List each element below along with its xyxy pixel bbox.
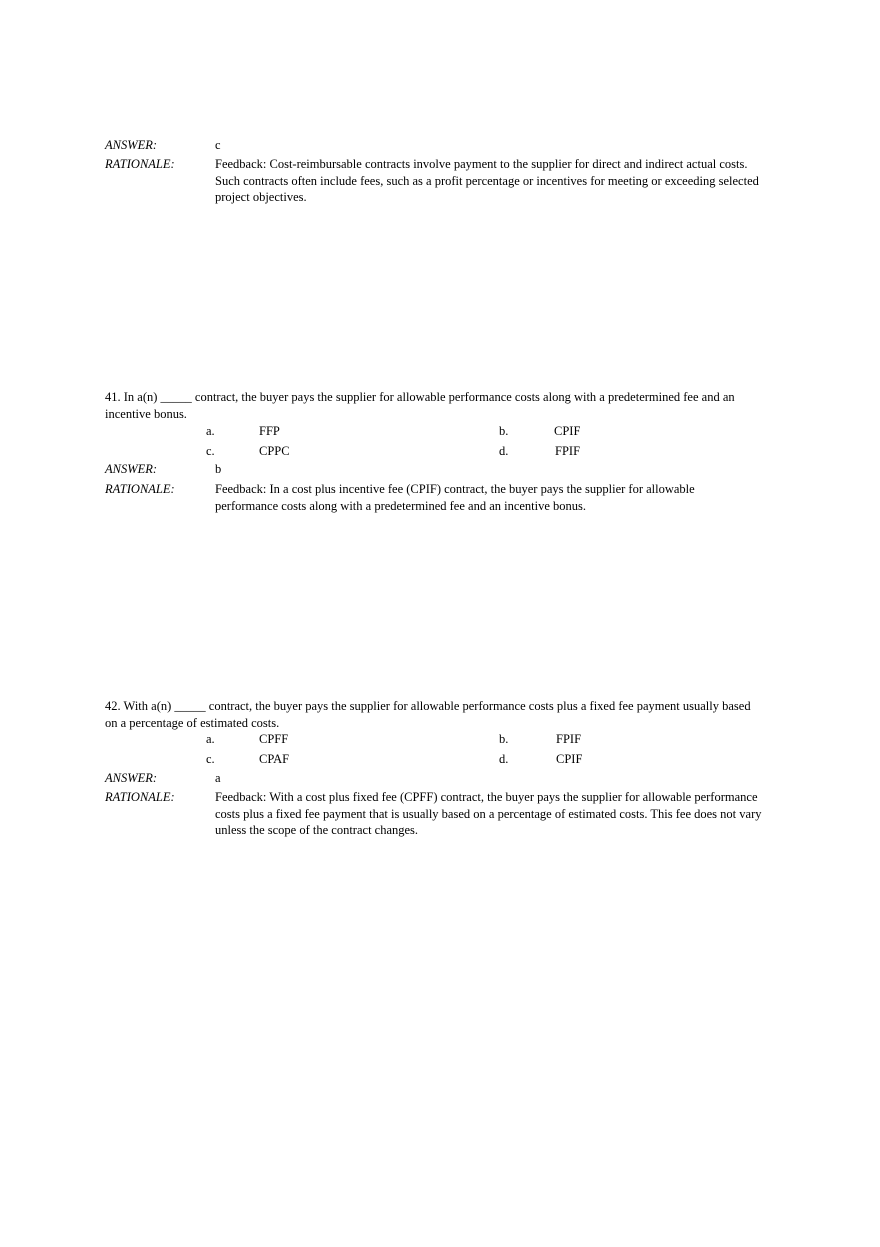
option-text-b: CPIF xyxy=(554,424,581,438)
option-letter-d: d. xyxy=(499,752,509,766)
question-stem: 42. With a(n) _____ contract, the buyer pays the supplier for allowable performance costs plus a fixed fee payment usually based on a percentage of estimated costs. xyxy=(105,699,751,730)
option-text-c: CPAF xyxy=(259,752,290,766)
answer-label: ANSWER: xyxy=(105,771,158,785)
option-text-c: CPPC xyxy=(259,444,290,458)
option-text-b: FPIF xyxy=(556,732,582,746)
option-letter-a: a. xyxy=(206,424,215,438)
rationale-label: RATIONALE: xyxy=(105,790,175,804)
rationale-text: Feedback: In a cost plus incentive fee (CPIF) contract, the buyer pays the supplier for allowable performance costs along with a predetermined fee and an incentive bonus. xyxy=(215,482,695,513)
rationale-text: Feedback: With a cost plus fixed fee (CPFF) contract, the buyer pays the supplier for allowable performance costs plus a fixed fee payment that is usually based on a percentage of estimated costs. This fee does not vary unless the scope of the contract changes. xyxy=(215,790,762,837)
question-stem: 41. In a(n) _____ contract, the buyer pays the supplier for allowable performance costs along with a predetermined fee and an incentive bonus. xyxy=(105,390,735,421)
rationale-label: RATIONALE: xyxy=(105,157,175,171)
answer-value: c xyxy=(215,138,221,152)
answer-value: b xyxy=(215,462,222,476)
option-letter-d: d. xyxy=(499,444,509,458)
option-text-a: CPFF xyxy=(259,732,289,746)
option-letter-c: c. xyxy=(206,444,215,458)
rationale-label: RATIONALE: xyxy=(105,482,175,496)
answer-label: ANSWER: xyxy=(105,462,158,476)
answer-label: ANSWER: xyxy=(105,138,158,152)
option-text-a: FFP xyxy=(259,424,280,438)
option-letter-c: c. xyxy=(206,752,215,766)
option-letter-a: a. xyxy=(206,732,215,746)
option-text-d: CPIF xyxy=(556,752,583,766)
answer-value: a xyxy=(215,771,221,785)
option-letter-b: b. xyxy=(499,732,509,746)
option-letter-b: b. xyxy=(499,424,509,438)
rationale-text: Feedback: Cost-reimbursable contracts involve payment to the supplier for direct and indirect actual costs. Such contracts often include fees, such as a profit percentage or incentives for meeting or exceeding selected project objectives. xyxy=(215,157,759,204)
option-text-d: FPIF xyxy=(555,444,581,458)
